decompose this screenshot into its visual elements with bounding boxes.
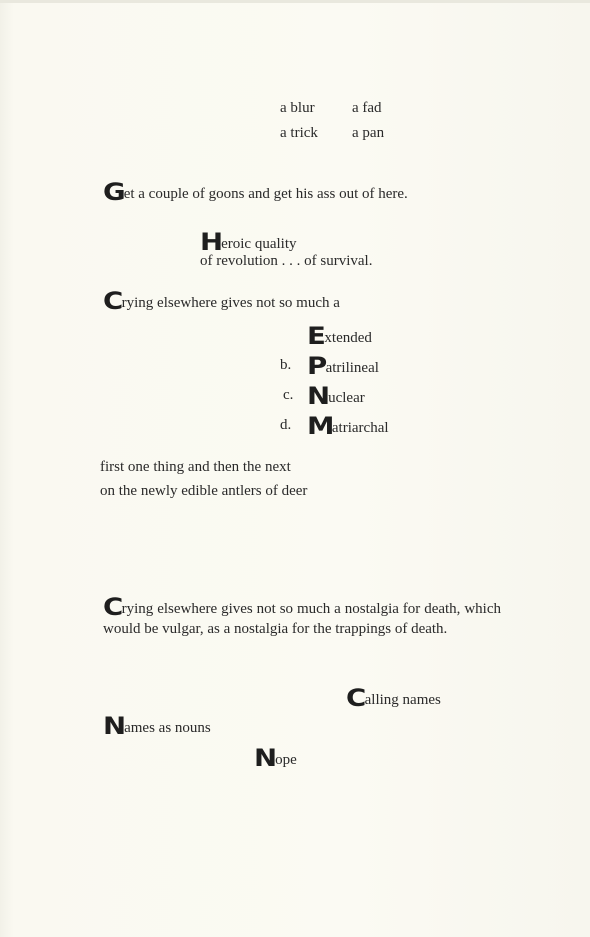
initial-g: G: [103, 178, 126, 206]
word-a-trick: a trick: [280, 125, 318, 141]
list-item-text: xtended: [324, 330, 372, 346]
page-top-edge: [0, 0, 590, 3]
initial-m: M: [307, 412, 335, 440]
list-item-extended: [307, 322, 372, 350]
list-marker-c: c.: [283, 387, 294, 403]
list-item-text: uclear: [328, 390, 365, 406]
line-goons: [103, 178, 408, 206]
initial-n: N: [103, 712, 127, 740]
list-item-patrilineal: [307, 352, 379, 380]
line-nope-text: ope: [275, 752, 297, 768]
paragraph-crying-long: [103, 593, 501, 639]
line-heroic-text: eroic quality: [221, 236, 297, 252]
line-crying-short-text: rying elsewhere gives not so much a: [121, 295, 340, 311]
initial-c: C: [103, 287, 124, 315]
initial-p: P: [307, 352, 328, 380]
paragraph-crying-long-text: rying elsewhere gives not so much a nostalgia for death, which would be vulgar, as a nostalgia for the trappings of death.: [103, 601, 501, 637]
initial-c: C: [103, 593, 124, 621]
initial-n: N: [254, 744, 278, 772]
line-calling-names-text: alling names: [364, 692, 441, 708]
line-names-as-nouns: [103, 712, 211, 740]
line-goons-text: et a couple of goons and get his ass out of here.: [123, 186, 408, 202]
word-a-fad: a fad: [352, 100, 382, 116]
initial-c: C: [346, 684, 367, 712]
list-item-matriarchal: [307, 412, 389, 440]
initial-h: H: [200, 228, 224, 256]
line-nope: [254, 744, 297, 772]
line-first-one-thing: first one thing and then the next: [100, 459, 291, 475]
line-names-as-nouns-text: ames as nouns: [124, 720, 211, 736]
line-calling-names: [346, 684, 441, 712]
word-a-pan: a pan: [352, 125, 385, 141]
initial-e: E: [307, 322, 326, 350]
list-marker-b: b.: [280, 357, 292, 373]
list-item-text: atrilineal: [325, 360, 379, 376]
list-item-nuclear: [307, 382, 365, 410]
line-crying-short: [103, 287, 340, 315]
list-item-text: atriarchal: [331, 420, 389, 436]
initial-n: N: [307, 382, 331, 410]
line-heroic: [200, 228, 297, 256]
line-antlers: on the newly edible antlers of deer: [100, 483, 308, 499]
list-marker-d: d.: [280, 417, 292, 433]
word-a-blur: a blur: [280, 100, 315, 116]
line-revolution: of revolution . . . of survival.: [200, 253, 373, 269]
